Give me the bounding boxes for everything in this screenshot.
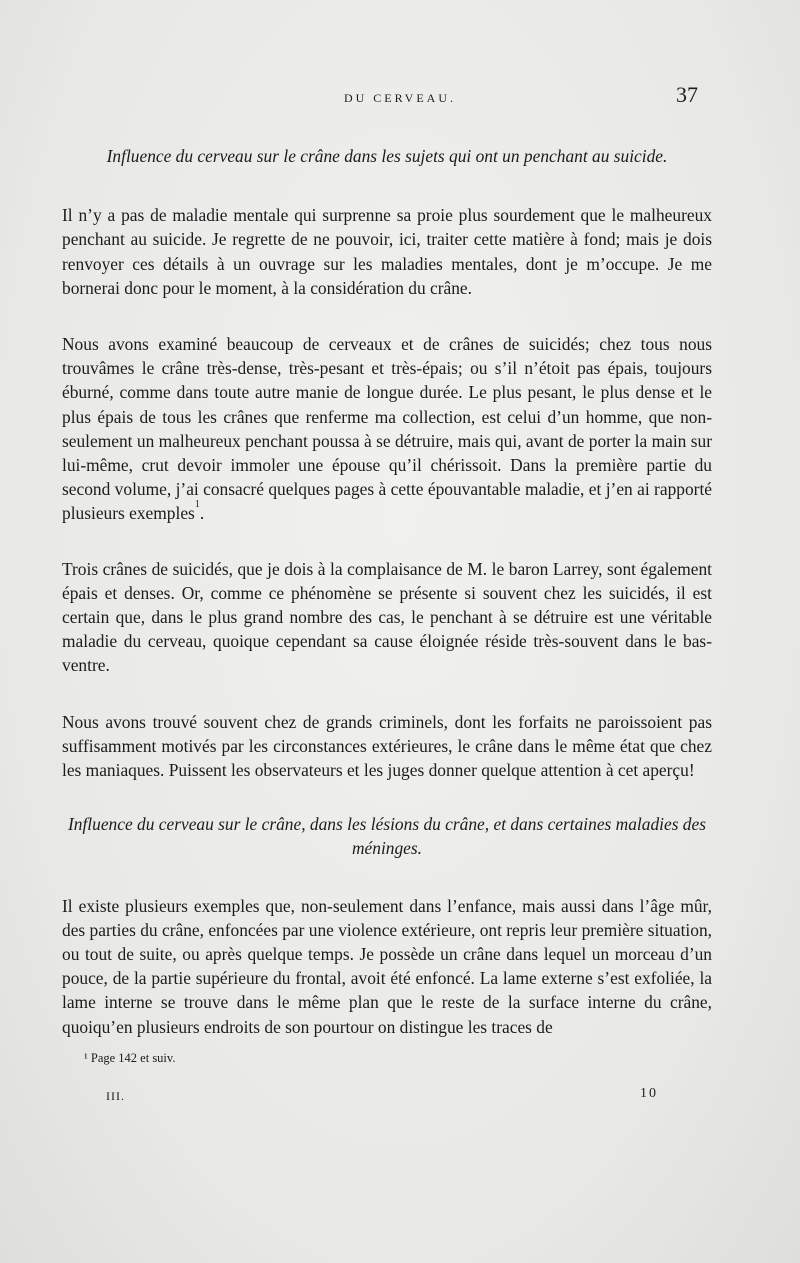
paragraph-2-tail: .: [199, 503, 205, 524]
footnote: ¹ Page 142 et suiv.: [84, 1051, 176, 1065]
paragraph-4: Nous avons trouvé souvent chez de grands criminels, dont les forfaits ne paroissoient pas suffisamment motivés par les circonstances extérieures, le crâne dans le même état que chez les maniaques. Puissent les observateurs et les juges donner quelque attention à cet aperçu!: [62, 711, 712, 781]
footnote-marker: 1: [194, 499, 200, 511]
text-block: [62, 144, 712, 1039]
paragraph-2-text: Nous avons examiné beaucoup de cerveaux et de crânes de suicidés; chez tous nous trouvâmes le crâne très-dense, très-pesant et très-épais; ou s’il n’étoit pas épais, toujours éburné, comme dans toute autre manie de longue durée. Le plus pesant, le plus dense et le plus épais de tous les crânes que renferme ma collection, est celui d’un homme, que non-seulement un malheureux penchant poussa à se détruire, mais qui, avant de porter la main sur lui-même, crut devoir immoler une épouse qu’il chérissoit. Dans la première partie du second volume, j’ai consacré quelques pages à cette épouvantable maladie, et j’en ai rapporté plusieurs exemples: [62, 334, 712, 524]
section-heading-suicide: Influence du cerveau sur le crâne dans les sujets qui ont un penchant au suicide.: [106, 146, 668, 166]
signature-mark: III.: [106, 1089, 125, 1103]
paragraph-5: Il existe plusieurs exemples que, non-seulement dans l’enfance, mais aussi dans l’âge mûr, des parties du crâne, enfoncées par une violence extérieure, ont repris leur première situation, ou tout de suite, ou après quelque temps. Je possède un crâne dans lequel un morceau d’un pouce, de la partie supérieure du frontal, avoit été enfoncé. La lame externe s’est exfoliée, la lame interne se trouve dans le même plan que le reste de la surface interne du crâne, quoiqu’en plusieurs endroits de son pourtour on distingue les traces de: [62, 895, 712, 1037]
paragraph-2: [62, 332, 712, 526]
page-number: 37: [676, 82, 698, 107]
sheet-number: 10: [640, 1086, 658, 1101]
paragraph-1: Il n’y a pas de maladie mentale qui surprenne sa proie plus sourdement que le malheureux penchant au suicide. Je regrette de ne pouvoir, ici, traiter cette matière à fond; mais je dois renvoyer ces détails à un ouvrage sur les maladies mentales, dont je m’occupe. Je me bornerai donc pour le moment, à la considération du crâne.: [62, 205, 712, 298]
paragraph-3: Trois crânes de suicidés, que je dois à la complaisance de M. le baron Larrey, sont également épais et denses. Or, comme ce phénomène se présente si souvent chez les suicidés, il est certain que, dans le plus grand nombre des cas, le penchant à se détruire est une véritable maladie du cerveau, quoique cependant sa cause éloignée réside très-souvent dans le bas-ventre.: [62, 558, 712, 676]
section-heading-lesions: Influence du cerveau sur le crâne, dans les lésions du crâne, et dans certaines maladies des méninges.: [67, 814, 706, 859]
running-head: DU CERVEAU.: [343, 91, 457, 105]
